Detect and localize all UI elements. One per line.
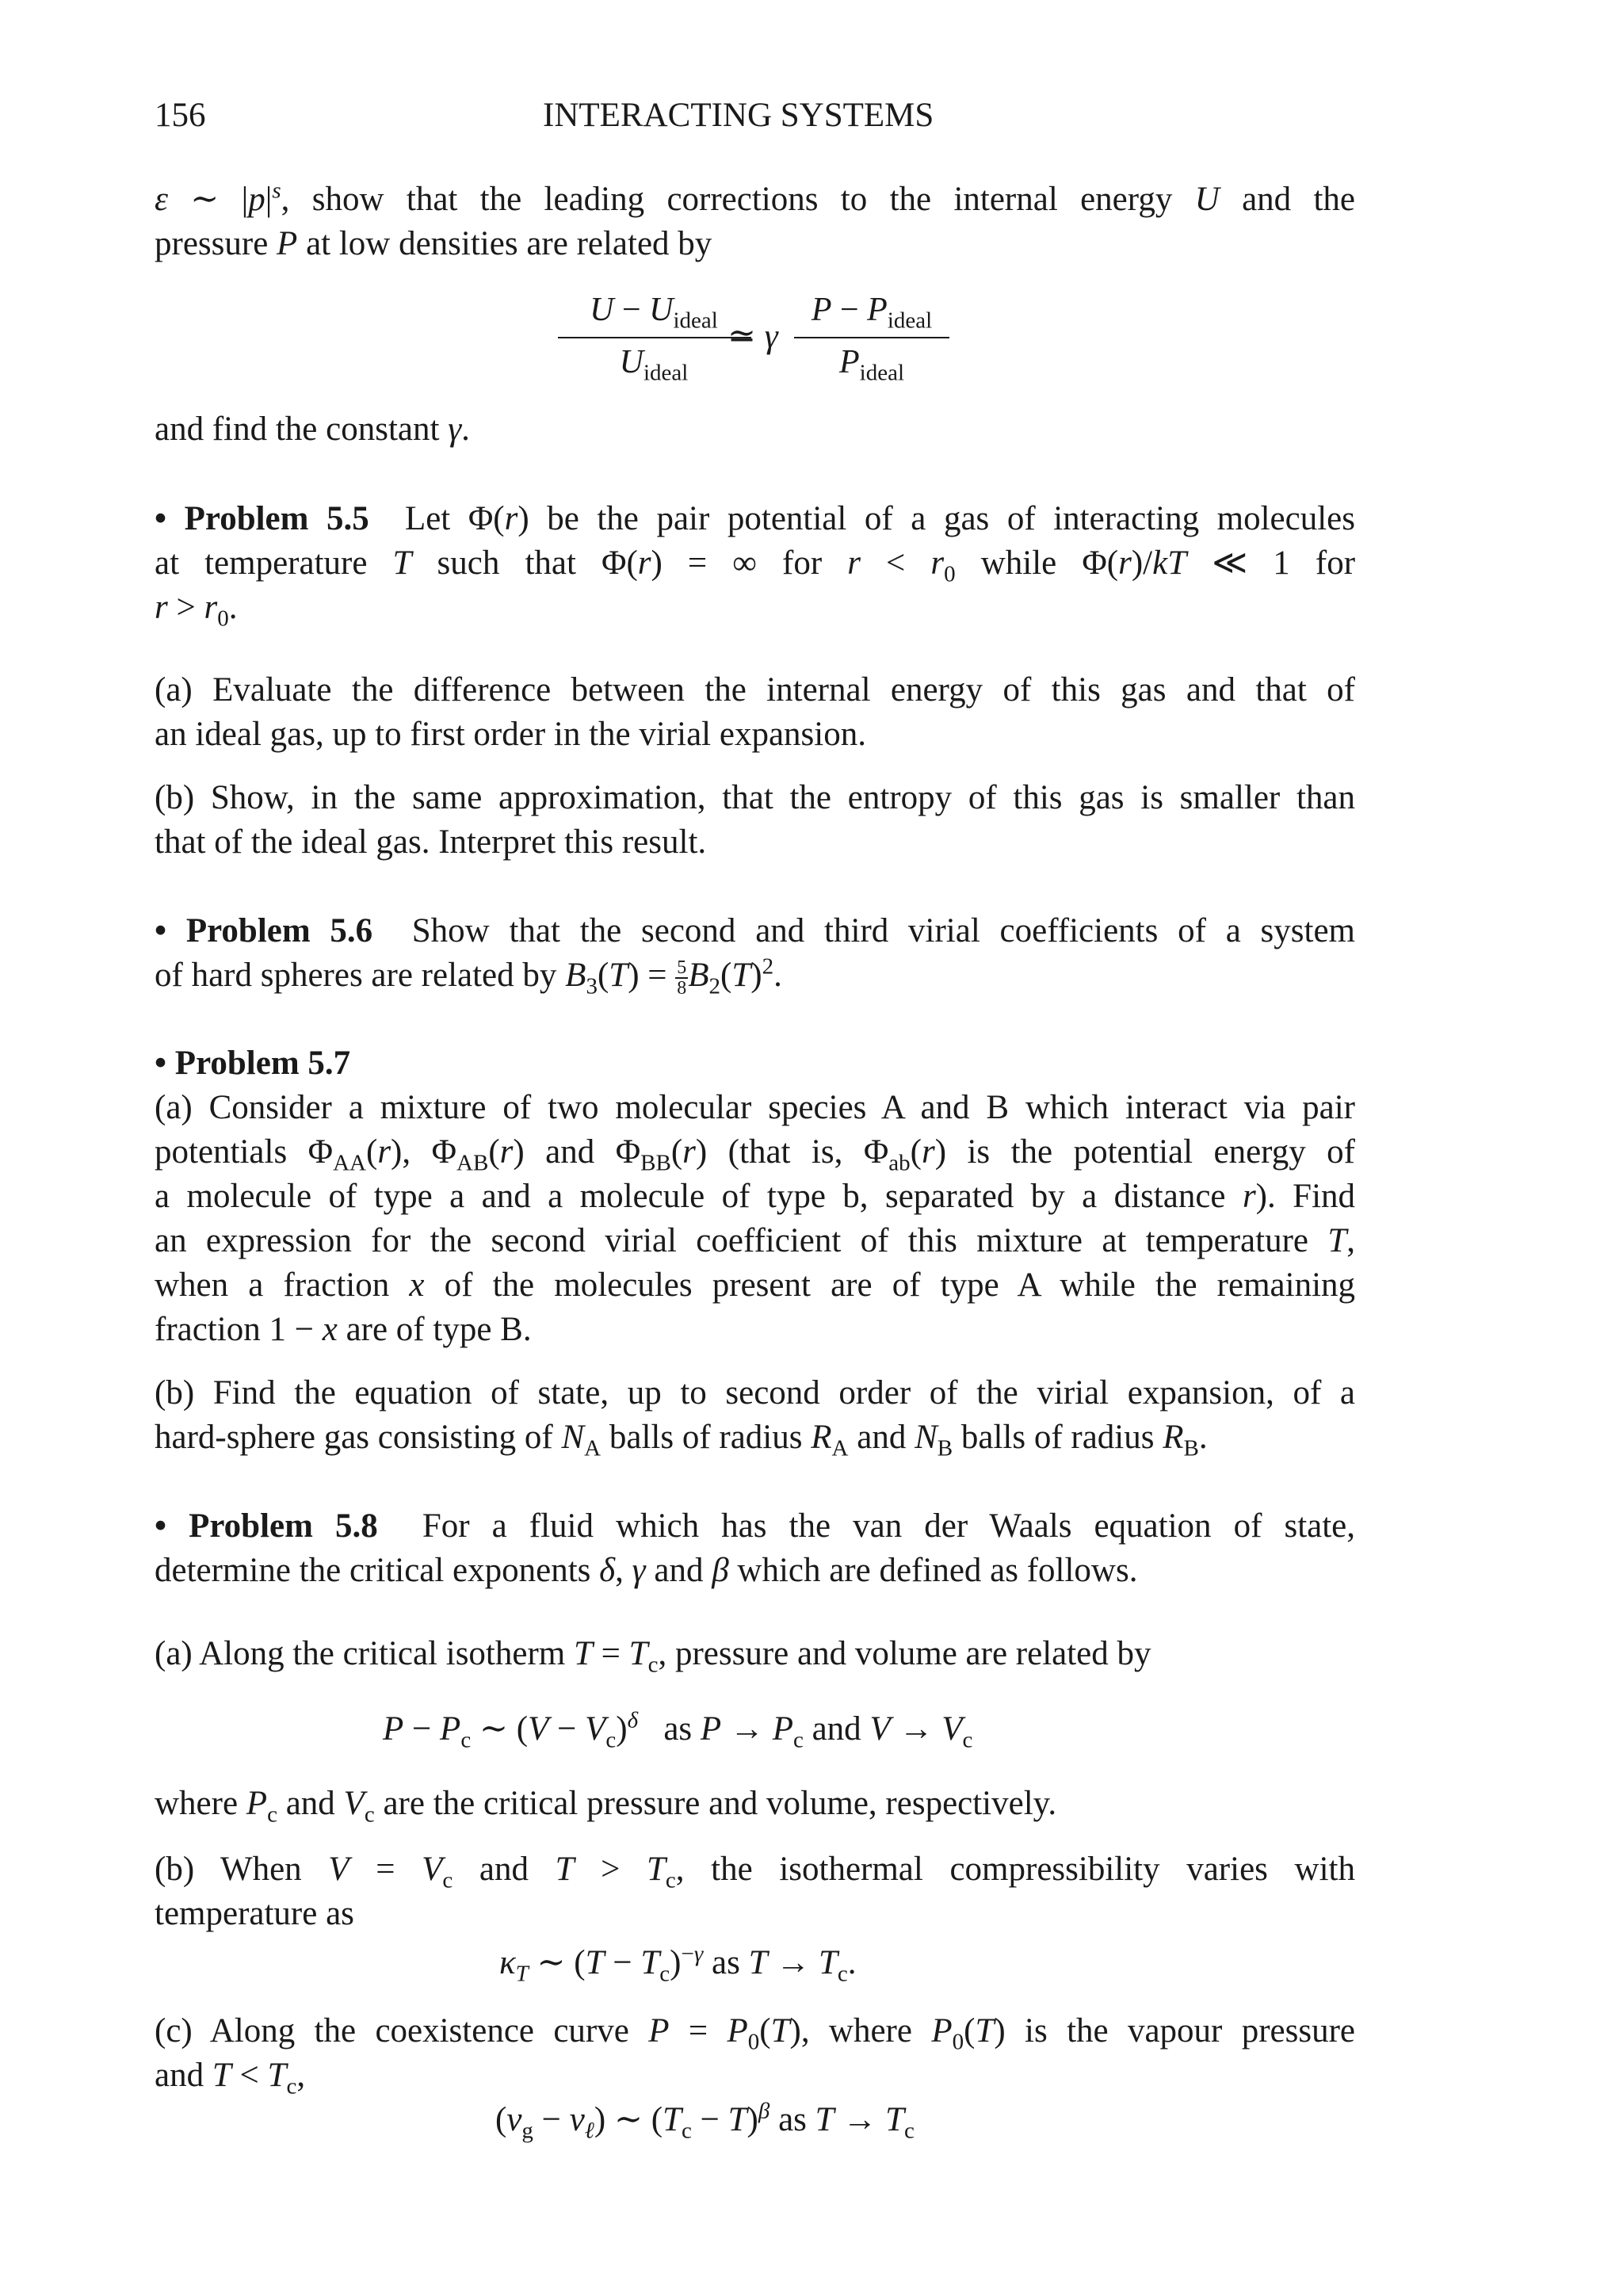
problem-5-7-b-line-2: hard-sphere gas consisting of $N_A$ balls of radius $R_A$ and $N_B$ balls of radius $R_B$. (155, 1419, 1208, 1461)
equation-critical-isotherm: $P - P_c$ ∼ $(V - V_c)^\delta$ as $P \to P_c$ and $V \to V_c$ (383, 1707, 973, 1753)
page-number: 156 (155, 97, 206, 134)
problem-5-5-a-line-1: (a) Evaluate the difference between the internal energy of this gas and that of (155, 671, 1355, 709)
problem-5-7-a-line-4: an expression for the second virial coefficient of this mixture at temperature T, (155, 1222, 1355, 1259)
problem-5-7-label: • Problem 5.7 (155, 1045, 351, 1082)
problem-5-7-a-line-1: (a) Consider a mixture of two molecular species A and B which interact via pair (155, 1089, 1355, 1126)
problem-5-5-line-1: • Problem 5.5 Let Φ(r) be the pair potential of a gas of interacting molecules (155, 500, 1355, 537)
problem-5-7-b-line-1: (b) Find the equation of state, up to second order of the virial expansion, of a (155, 1374, 1355, 1412)
problem-5-5-b-line-1: (b) Show, in the same approximation, that the entropy of this gas is smaller than (155, 779, 1355, 816)
intro-line-2: pressure P at low densities are related by (155, 225, 712, 262)
problem-5-5-line-3: $r > r_0$. (155, 589, 238, 632)
problem-5-6-line-2: of hard spheres are related by $B_3(T)$ = $\frac{5}{8}B_2(T)^2$. (155, 953, 782, 999)
problem-5-8-b-line-1: (b) When $V = V_c$ and $T > T_c$, the isothermal compressibility varies with (155, 1851, 1355, 1893)
intro-line-1: ε ∼ $|p|^s$, show that the leading corrections to the internal energy U and the (155, 178, 1356, 218)
problem-5-8-a-line-2: where $P_c$ and $V_c$ are the critical pressure and volume, respectively. (155, 1785, 1057, 1828)
problem-5-7-label-line (155, 1041, 1355, 1086)
problem-5-7-a-line-6: fraction 1 − x are of type B. (155, 1311, 532, 1348)
problem-5-7-a-line-3: a molecule of type a and a molecule of type b, separated by a distance r). Find (155, 1178, 1356, 1215)
problem-5-5-a-line-2: an ideal gas, up to first order in the virial expansion. (155, 716, 866, 753)
page: 156 INTERACTING SYSTEMS ε ∼ $|p|^s$, show that the leading corrections to the internal energy U and the pressure P at low densities are related by $U - U_{ideal}$ $U_{ideal}$ ≃ γ $P - P_{ideal}$ $P_{ideal}$ and find the constant γ. • Problem 5.5 Let Φ(r) be the pair potential of a gas of interacting molecules at temperature T such that Φ(r) = ∞ for $r < r_0$ while Φ(r)/kT ≪ 1 for $r > r_0$. (a) Evaluate the difference between the internal energy of this gas and that of an ideal gas, up to first order in the virial expansion. (b) Show, in the same approximation, that the entropy of this gas is smaller than that of the ideal gas. Interpret this result. • Problem 5.6 Show that the second and third virial coefficients of a system of hard spheres are related by $B_3(T)$ = $\frac{5}{8}B_2(T)^2$. • Problem 5.7 (a) Consider a mixture of two molecular species A and B which interact via pair potentials $\Phi_{AA}(r)$, $\Phi_{AB}(r)$ and $\Phi_{BB}(r)$ (that is, $\Phi_{ab}(r)$ is the potential energy of a molecule of type a and a molecule of type b, separated by a distance r). Find an expression for the second virial coefficient of this mixture at temperature T, when a fraction x of the molecules present are of type A while the remaining fraction 1 − x are of type B. (b) Find the equation of state, up to second order of the virial expansion, of a hard-sphere gas consisting of $N_A$ balls of radius $R_A$ and $N_B$ balls of radius $R_B$. • Problem 5.8 For a fluid which has the van der Waals equation of state, determine the critical exponents δ, γ and β which are defined as follows. (a) Along the critical isotherm $T = T_c$, pressure and volume are related by $P - P_c$ ∼ $(V - V_c)^\delta$ as $P \to P_c$ and $V \to V_c$ where $P_c$ and $V_c$ are the critical pressure and volume, respectively. (b) When $V = V_c$ and $T > T_c$, the isothermal compressibility varies with temperature as $\kappa_T$ ∼ $(T - T_c)^{-\gamma}$ as $T \to T_c$. (c) Along the coexistence curve $P = P_0(T)$, where $P_0(T)$ is the vapour pressure and $T < T_c$, $(v_g - v_\ell)$ ∼ $(T_c - T)^\beta$ as $T \to T_c$ (0, 0, 1623, 2296)
problem-5-8-label: • Problem 5.8 (155, 1507, 378, 1545)
problem-5-5-line-2: at temperature T such that Φ(r) = ∞ for $r < r_0$ while Φ(r)/kT ≪ 1 for (155, 544, 1356, 587)
problem-5-8-line-2: determine the critical exponents δ, γ and β which are defined as follows. (155, 1552, 1138, 1589)
problem-5-6-label: • Problem 5.6 (155, 912, 373, 949)
problem-5-8-c-line-2: and $T < T_c$, (155, 2057, 306, 2099)
running-title: INTERACTING SYSTEMS (543, 97, 934, 134)
problem-5-8-line-1: • Problem 5.8 For a fluid which has the van der Waals equation of state, (155, 1507, 1356, 1545)
problem-5-8-a-line-1: (a) Along the critical isotherm $T = T_c$, pressure and volume are related by (155, 1635, 1151, 1678)
page-header (155, 94, 1355, 138)
equation-coexistence: $(v_g - v_\ell)$ ∼ $(T_c - T)^\beta$ as $T \to T_c$ (495, 2098, 915, 2144)
problem-5-5-b-line-2: that of the ideal gas. Interpret this result. (155, 823, 707, 861)
problem-5-7-a-line-2: potentials $\Phi_{AA}(r)$, $\Phi_{AB}(r)$ and $\Phi_{BB}(r)$ (that is, $\Phi_{ab}(r)$ is the potential energy of (155, 1133, 1355, 1176)
problem-5-8-c-line-1: (c) Along the coexistence curve $P = P_0(T)$, where $P_0(T)$ is the vapour pressure (155, 2012, 1356, 2055)
equation-compressibility: $\kappa_T$ ∼ $(T - T_c)^{-\gamma}$ as $T \to T_c$. (499, 1941, 857, 1987)
problem-5-8-b-line-2: temperature as (155, 1895, 354, 1932)
problem-5-5-label: • Problem 5.5 (155, 500, 369, 537)
problem-5-7-a-line-5: when a fraction x of the molecules present are of type A while the remaining (155, 1266, 1356, 1304)
problem-5-6-line-1: • Problem 5.6 Show that the second and third virial coefficients of a system (155, 912, 1355, 949)
intro-line-3: and find the constant γ. (155, 411, 470, 448)
